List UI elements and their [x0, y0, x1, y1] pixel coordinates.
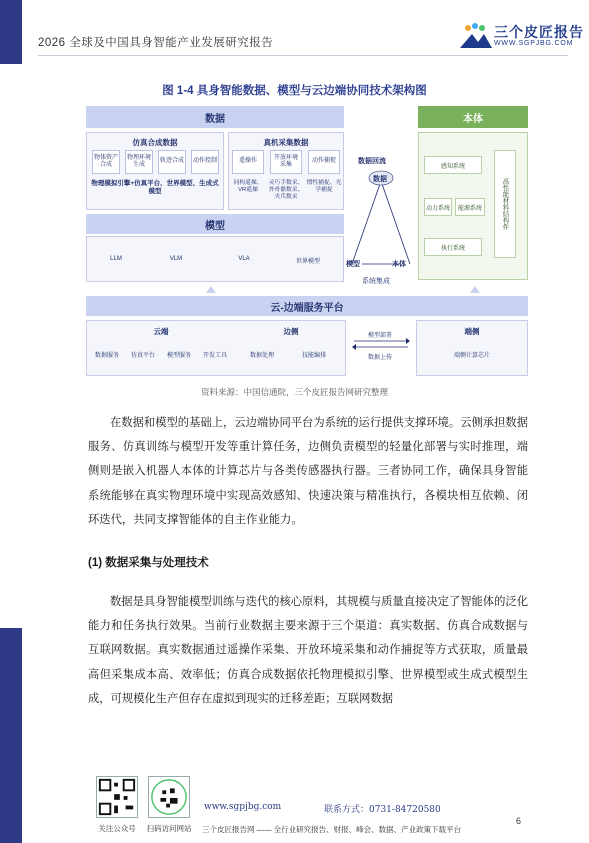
data-band: 数据 — [86, 106, 344, 128]
cloud-item: 仿真平台 — [130, 353, 155, 359]
brand-logo-name: 三个皮匠报告 — [494, 24, 584, 40]
body-item: 动力系统 — [424, 198, 452, 216]
body-item: 执行系统 — [424, 238, 482, 256]
body-band: 本体 — [418, 106, 528, 128]
real-cell: 遥操作 — [232, 150, 264, 174]
up-arrow-icon — [470, 286, 480, 293]
footer-description: 三个皮匠报告网 —— 全行业研究报告、财报、峰会、数据、产业政策下载平台 — [202, 825, 462, 834]
qr-label-website: 扫码访问网站 — [146, 824, 192, 833]
triangle-node-data: 数据 — [373, 176, 387, 183]
left-accent-bar-top — [0, 0, 22, 64]
body-paragraph-1 — [88, 411, 528, 532]
architecture-diagram — [86, 106, 528, 376]
real-caption: 同构遥操、VR遥操 — [233, 180, 263, 194]
sim-caption: 物理模拟引擎+仿真平台、世界模型、生成式模型 — [91, 180, 219, 196]
sim-cell: 轨迹合成 — [158, 150, 186, 174]
flow-bottom-label: 数据上传 — [367, 355, 392, 361]
brand-logo-url: WWW.SGPJBG.COM — [494, 40, 574, 47]
qr-code-icon — [96, 776, 138, 818]
model-item: VLA — [238, 256, 250, 262]
edge-item: 数据处理 — [249, 353, 274, 359]
sim-data-title: 仿真合成数据 — [132, 138, 178, 147]
cloud-item: 模型服务 — [166, 353, 191, 359]
sim-cell: 物理环境生成 — [125, 150, 153, 174]
edge-item: 技能编排 — [301, 353, 326, 359]
sim-cell: 动作控制 — [191, 150, 219, 174]
footer-contact: 联系方式：0731-84720580 — [324, 805, 441, 815]
model-item: 世界模型 — [295, 259, 320, 265]
triangle-node-model: 模型 — [346, 261, 360, 268]
body-item: 能源系统 — [455, 198, 485, 216]
qr-code-icon — [148, 776, 190, 818]
triangle-bottom-label: 系统集成 — [362, 278, 390, 285]
real-cell: 开放环境采集 — [270, 150, 302, 174]
real-cell: 动作捕捉 — [308, 150, 340, 174]
model-item: LLM — [110, 256, 122, 262]
real-data-title: 真机采集数据 — [263, 138, 309, 147]
triangle-node-body: 本体 — [392, 261, 406, 268]
page-number: 6 — [516, 816, 522, 826]
body-paragraph-1-text: 在数据和模型的基础上，云边端协同平台为系统的运行提供支撑环境。云侧承担数据服务、仿真训练与模型开发等重计算任务，边侧负责模型的轻量化部署与实时推理，端侧则是嵌入机器人本体的计算芯片与各类传感器执行器。三者协同工作，确保具身智能系统能够在真实物理环境中实现高效感知、快速决策与精准执行，各模块相互依赖、闭环迭代，共同支撑智能体的自主作业能力。 — [88, 417, 528, 526]
end-item: 端侧计算芯片 — [453, 353, 490, 359]
footer-url-link[interactable]: www.sgpjbg.com — [204, 802, 282, 812]
flow-top-label: 模型部署 — [367, 333, 392, 339]
qr-label-wechat: 关注公众号 — [98, 824, 136, 833]
platform-band: 云-边端服务平台 — [86, 296, 528, 316]
real-caption: 灵巧手数采、外骨骼数采、夹爪数采 — [268, 180, 304, 201]
header-divider — [38, 55, 568, 56]
cloud-item: 开发工具 — [202, 353, 227, 359]
cloud-title: 云端 — [153, 327, 169, 336]
edge-title: 边侧 — [283, 327, 299, 336]
up-arrow-icon — [206, 286, 216, 293]
cloud-item: 数据服务 — [94, 353, 119, 359]
body-item: 感知系统 — [424, 156, 482, 174]
running-header-title: 2026 全球及中国具身智能产业发展研究报告 — [38, 37, 274, 49]
real-caption: 惯性捕捉、光学捕捉 — [306, 180, 342, 194]
body-paragraph-2-text: 数据是具身智能模型训练与迭代的核心原料，其规模与质量直接决定了智能体的泛化能力和任务执行效果。当前行业数据主要来源于三个渠道：真实数据、仿真合成数据与互联网数据。真实数据通过遥操作采集、开放环境采集和动作捕捉等方式获取，质量最高但采集成本高、效率低；仿真合成数据依托物理模拟引擎、世界模型或生成式模型生成，可规模化生产但存在虚拟到现实的迁移差距；互联网数据 — [88, 596, 528, 705]
figure-title: 图 1-4 具身智能数据、模型与云边端协同技术架构图 — [162, 85, 427, 97]
sim-cell: 物体资产合成 — [92, 150, 120, 174]
model-item: VLM — [169, 256, 183, 262]
end-title: 端侧 — [464, 327, 480, 336]
triangle-top-label: 数据回流 — [358, 158, 386, 165]
flow-arrows-icon — [352, 338, 410, 350]
model-band: 模型 — [86, 214, 344, 234]
left-accent-bar-bottom — [0, 628, 22, 843]
section-heading: (1) 数据采集与处理技术 — [88, 557, 209, 569]
body-paragraph-2 — [88, 590, 528, 711]
figure-source: 资料来源：中国信通院，三个皮匠报告网研究整理 — [200, 387, 388, 397]
body-material: 高性能材料结构件 — [494, 150, 516, 258]
